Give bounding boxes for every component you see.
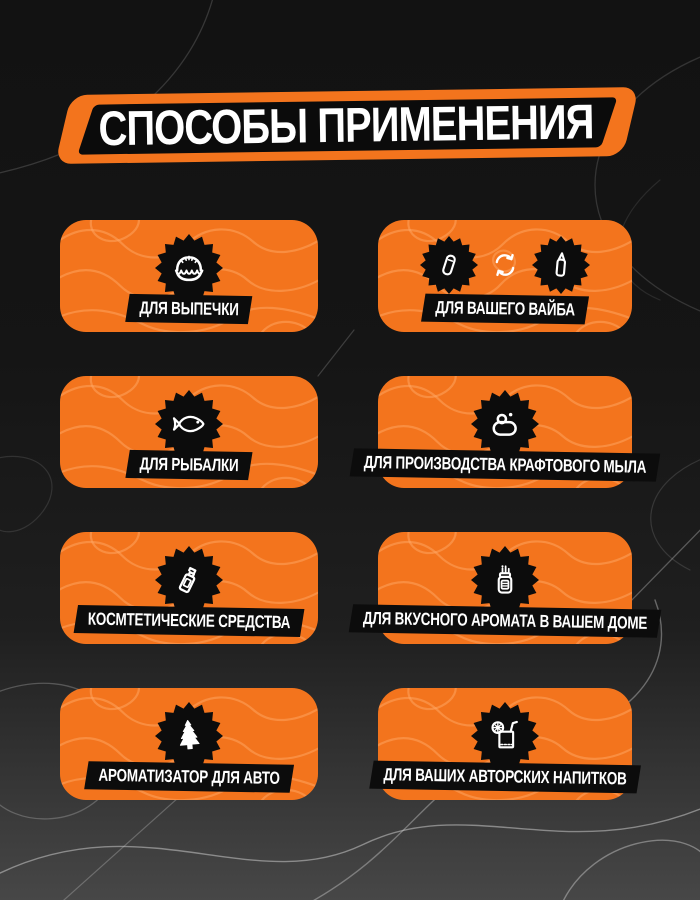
card-label: ДЛЯ ВАШИХ АВТОРСКИХ НАПИТКОВ	[369, 761, 641, 794]
card-label: ДЛЯ ВКУСНОГО АРОМАТА В ВАШЕМ ДОМЕ	[349, 604, 662, 637]
card-label: ДЛЯ РЫБАЛКИ	[125, 450, 252, 480]
card-label: ДЛЯ ПРОИЗВОДСТВА КРАФТОВОГО МЫЛА	[350, 448, 661, 481]
page-title	[80, 95, 613, 156]
card-label: АРОМАТИЗАТОР ДЛЯ АВТО	[84, 761, 294, 793]
card-label: ДЛЯ ВЫПЕЧКИ	[125, 294, 253, 324]
card-label: ДЛЯ ВАШЕГО ВАЙБА	[421, 294, 589, 325]
card-label: КОСМТЕТИЧЕСКИЕ СРЕДСТВА	[74, 605, 305, 637]
page-title-text: СПОСОБЫ ПРИМЕНЕНИЯ	[98, 95, 594, 156]
